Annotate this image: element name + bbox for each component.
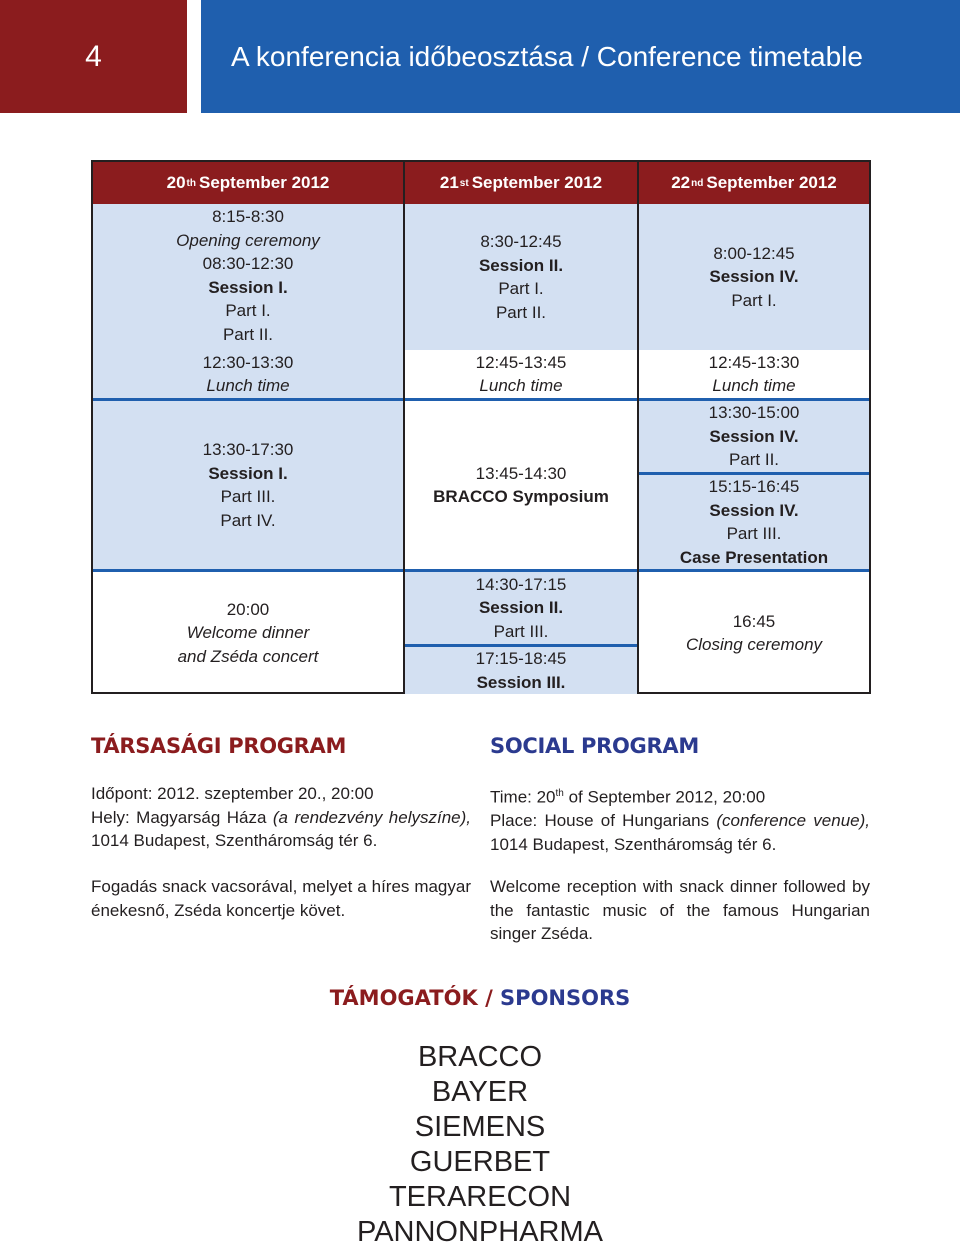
- closing-time: 16:45: [732, 611, 776, 631]
- session-part: Part I.: [498, 279, 544, 298]
- timetable: [91, 160, 871, 694]
- sponsor-name: PANNONPHARMA: [357, 1216, 603, 1248]
- session-part: Part II.: [495, 302, 547, 322]
- session-time: 15:15-16:45: [708, 477, 800, 496]
- day2-afternoon-block: [405, 572, 637, 644]
- opening-label: Opening ceremony: [176, 230, 320, 250]
- session-name: Session IV.: [709, 426, 799, 446]
- closing-label: Closing ceremony: [685, 635, 823, 654]
- day-header-3: 22 nd September 2012: [639, 162, 869, 204]
- lunch-label: Lunch time: [712, 376, 796, 395]
- session-part: Part II.: [728, 450, 780, 470]
- day1-evening: [93, 572, 403, 694]
- page-number: 4: [0, 0, 187, 113]
- day2-lunch: [405, 350, 637, 398]
- social-program-hu-description: Fogadás snack vacsorával, melyet a híres magyar énekesnő, Zséda koncertje követ.: [91, 877, 471, 920]
- session-time: 08:30-12:30: [202, 254, 294, 273]
- sponsor-name: GUERBET: [409, 1146, 551, 1178]
- day2-symposium: [405, 401, 637, 569]
- session-part: Part III.: [726, 524, 782, 543]
- session-name: Session II.: [478, 598, 564, 618]
- lunch-time: 12:45-13:30: [708, 352, 800, 372]
- lunch-label: Lunch time: [479, 376, 563, 395]
- sponsor-name: TERARECON: [388, 1181, 572, 1213]
- session-part: Part III.: [220, 487, 276, 506]
- day3-session-3: [639, 475, 869, 569]
- day3-lunch: [639, 350, 869, 398]
- session-name: Session I.: [208, 463, 288, 483]
- session-time: 8:00-12:45: [713, 243, 795, 263]
- sponsor-name: BRACCO: [417, 1041, 543, 1073]
- session-time: 8:30-12:45: [480, 232, 562, 251]
- lunch-label: Lunch time: [206, 376, 290, 395]
- social-program-en-details: [490, 782, 870, 856]
- session-part: Part I.: [225, 301, 271, 320]
- event-place: Place: House of Hungarians (conference venue), 1014 Budapest, Szentháromság tér 6.: [490, 811, 871, 854]
- event-place: Hely: Magyarság Háza (a rendezvény helyszíne), 1014 Budapest, Szentháromság tér 6.: [91, 807, 472, 850]
- session-part: Part II.: [222, 324, 274, 344]
- session-part: Part I.: [731, 290, 777, 310]
- opening-time: 8:15-8:30: [212, 207, 284, 226]
- dinner-label: and Zséda concert: [177, 646, 319, 666]
- session-name: Session III.: [476, 672, 566, 692]
- day3-morning-block: [639, 204, 869, 350]
- session-time: 13:30-15:00: [708, 403, 800, 423]
- day3-closing: [639, 572, 869, 694]
- social-program-en-title: SOCIAL PROGRAM: [490, 734, 699, 758]
- day1-lunch: [93, 350, 403, 398]
- day1-afternoon-block: [93, 401, 403, 569]
- day3-session-2: [639, 401, 869, 472]
- session-time: 17:15-18:45: [475, 649, 567, 668]
- lunch-time: 12:30-13:30: [202, 352, 294, 372]
- session-name: Session II.: [478, 255, 564, 275]
- case-presentation: Case Presentation: [679, 547, 829, 567]
- column-divider: [637, 162, 639, 692]
- lunch-time: 12:45-13:45: [475, 352, 567, 372]
- dinner-label: Welcome dinner: [186, 623, 310, 643]
- dinner-time: 20:00: [226, 599, 270, 619]
- session-time: 13:30-17:30: [202, 440, 294, 459]
- day-header-1: 20 th September 2012: [93, 162, 403, 204]
- session-name: Session I.: [208, 277, 288, 297]
- sponsor-list: [0, 1040, 960, 1250]
- symposium-time: 13:45-14:30: [475, 463, 567, 483]
- social-program-en-description: Welcome reception with snack dinner followed by the fantastic music of the famous Hungarian singer Zséda.: [490, 877, 870, 943]
- sponsor-name: SIEMENS: [414, 1111, 546, 1143]
- social-program-hu-title: TÁRSASÁGI PROGRAM: [91, 734, 347, 758]
- day2-evening-block: [405, 647, 637, 694]
- day-header-2: 21 st September 2012: [405, 162, 637, 204]
- session-time: 14:30-17:15: [475, 574, 567, 594]
- page-title: A konferencia időbeosztása / Conference timetable: [201, 0, 960, 113]
- social-program-hu-details: [91, 782, 471, 853]
- session-name: Session IV.: [709, 267, 799, 287]
- session-part: Part IV.: [220, 510, 276, 530]
- symposium-name: BRACCO Symposium: [433, 487, 609, 506]
- session-name: Session IV.: [709, 500, 799, 520]
- event-time: Időpont: 2012. szeptember 20., 20:00: [91, 784, 374, 803]
- event-time: Time: 20th of September 2012, 20:00: [490, 787, 766, 807]
- day2-morning-block: [405, 204, 637, 350]
- sponsors-title: TÁMOGATÓK / SPONSORS: [329, 986, 631, 1010]
- column-divider: [403, 162, 405, 692]
- session-part: Part III.: [493, 621, 549, 641]
- sponsor-name: BAYER: [431, 1076, 529, 1108]
